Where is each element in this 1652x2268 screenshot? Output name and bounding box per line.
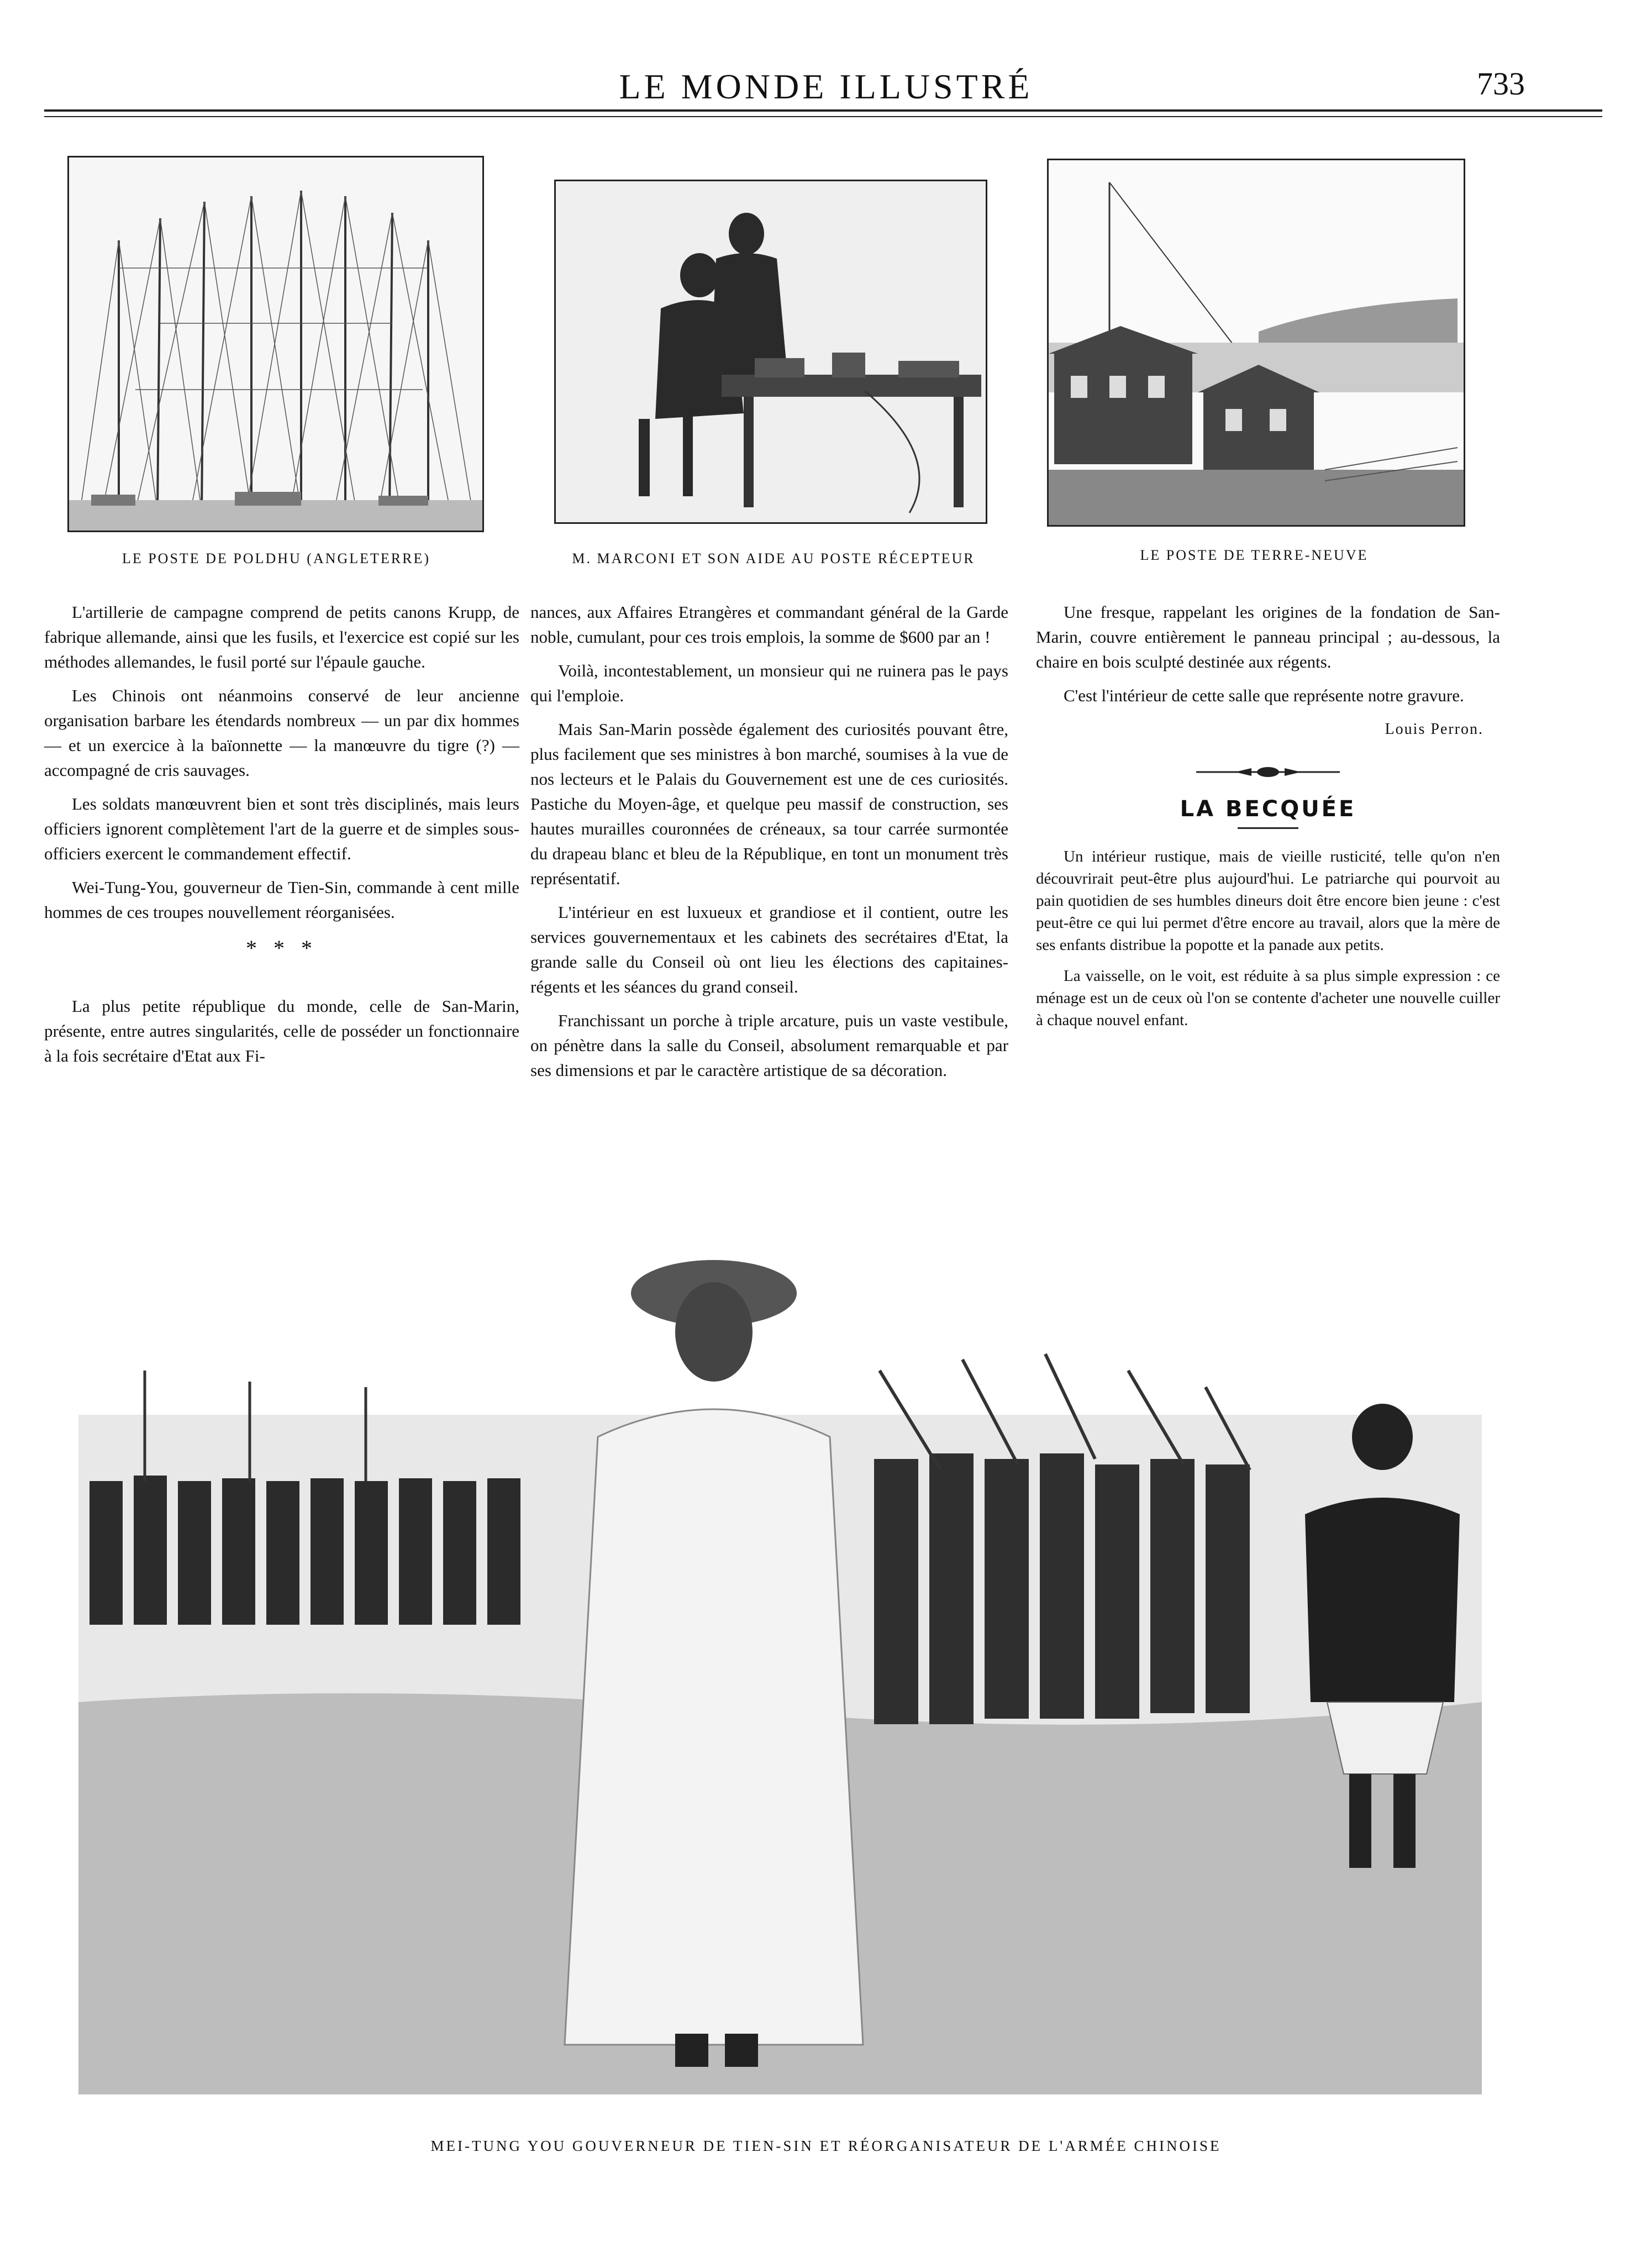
col1-paragraph: La plus petite république du monde, celle de San-Marin, présente, entre autres singularités, celle de posséder un fonctionnaire à la fois secrétaire d'Etat aux Fi-	[44, 996, 519, 1065]
col3-paragraph: Une fresque, rappelant les origines de la fondation de San-Marin, couvre entièrement le panneau principal ; au-dessous, la chaire en bois sculpté destinée aux régents.	[1036, 602, 1500, 671]
text-column-3	[1036, 600, 1500, 1040]
col2-paragraph: Franchissant un porche à triple arcature, puis un vaste vestibule, on pénètre dans la salle du Conseil, absolument remarquable et par ses dimensions et par le caractère artistique de sa décoration.	[530, 1011, 1008, 1080]
page-number: 733	[1477, 66, 1525, 102]
masthead-title: LE MONDE ILLUSTRÉ	[619, 67, 1033, 106]
col3-section-paragraph: La vaisselle, on le voit, est réduite à sa plus simple expression : ce ménage est un de ceux où l'on se contente d'acheter une nouvelle cuiller à chaque nouvel enfant.	[1036, 967, 1500, 1029]
terre-neuve-illustration	[1049, 160, 1464, 525]
asterism: * * *	[246, 936, 318, 960]
author-signature: Louis Perron.	[1385, 721, 1483, 738]
col2-paragraph: Mais San-Marin possède également des curiosités pouvant être, plus facilement que ses ministres à bon marché, soumises à la vue de nos lecteurs et le Palais du Gouvernement est une de ces curiosités. Pastiche du Moyen-âge, et quelque peu massif de construction, ses hautes murailles couronnées de créneaux, sa tour carrée surmontée du drapeau blanc et bleu de la République, en tont un monument très représentatif.	[530, 720, 1008, 888]
marconi-photo-illustration	[556, 181, 986, 522]
col3-section-paragraph: Un intérieur rustique, mais de vieille rusticité, telle qu'on n'en découvrirait peut-être plus aujourd'hui. Le patriarche qui pourvoit au pain quotidien de ses humbles dineurs doit être encore bien jeune : c'est peut-être ce qui lui permet d'être encore au travail, alors que la mère de ses enfants distribue la popotte et la panade aux petits.	[1036, 848, 1500, 954]
header-rule-top	[44, 109, 1602, 112]
col1-paragraph: L'artillerie de campagne comprend de petits canons Krupp, de fabrique allemande, ainsi que les fusils, et l'exercice est copié sur les méthodes allemandes, le fusil porté sur l'épaule gauche.	[44, 602, 519, 671]
ornament-divider-icon	[1196, 764, 1340, 780]
col2-paragraph: Voilà, incontestablement, un monsieur qui ne ruinera pas le pays qui l'emploie.	[530, 661, 1008, 705]
figure-marconi-receiver	[554, 180, 987, 524]
col3-paragraph: C'est l'intérieur de cette salle que représente notre gravure.	[1064, 686, 1464, 705]
col1-paragraph: Les soldats manœuvrent bien et sont très disciplinés, mais leurs officiers ignorent complètement l'art de la guerre et de simples sous-officiers exercent le commandement effectif.	[44, 794, 519, 863]
text-column-2	[530, 600, 1008, 1091]
figure-poldhu-station	[67, 156, 484, 532]
col1-paragraph: Les Chinois ont néanmoins conservé de leur ancienne organisation barbare les étendards nombreux — un par dix hommes — et un exercice à la baïonnette — la manœuvre du tigre (?) — accompagné de cris sauvages.	[44, 686, 519, 780]
antenna-masts-illustration	[69, 158, 482, 531]
header-rule-bottom	[44, 116, 1602, 117]
col2-paragraph: L'intérieur en est luxueux et grandiose et il contient, outre les services gouvernementaux et les cabinets des secrétaires d'Etat, la grande salle du Conseil où ont lieu les élections des capitaines-régents et les séances du grand conseil.	[530, 902, 1008, 996]
text-column-1	[44, 600, 519, 1077]
section-title: LA BECQUÉE	[1180, 796, 1356, 822]
col2-paragraph: nances, aux Affaires Etrangères et commandant général de la Garde noble, cumulant, pour ces trois emplois, la somme de $600 par an !	[530, 602, 1008, 647]
figure-terre-neuve-station	[1047, 159, 1465, 527]
figure-mei-tung-you-army	[78, 1205, 1482, 2094]
section-title-rule	[1238, 827, 1298, 829]
main-photo-caption: MEI-TUNG YOU GOUVERNEUR DE TIEN-SIN ET RÉORGANISATEUR DE L'ARMÉE CHINOISE	[430, 2138, 1222, 2154]
col1-paragraph: Wei-Tung-You, gouverneur de Tien-Sin, commande à cent mille hommes de ces troupes nouvellement réorganisées.	[44, 878, 519, 922]
figure-caption-marconi: M. MARCONI ET SON AIDE AU POSTE RÉCEPTEUR	[572, 550, 975, 566]
figure-caption-poldhu: LE POSTE DE POLDHU (ANGLETERRE)	[122, 550, 431, 566]
army-parade-illustration	[78, 1205, 1482, 2094]
figure-caption-terre-neuve: LE POSTE DE TERRE-NEUVE	[1140, 547, 1369, 563]
